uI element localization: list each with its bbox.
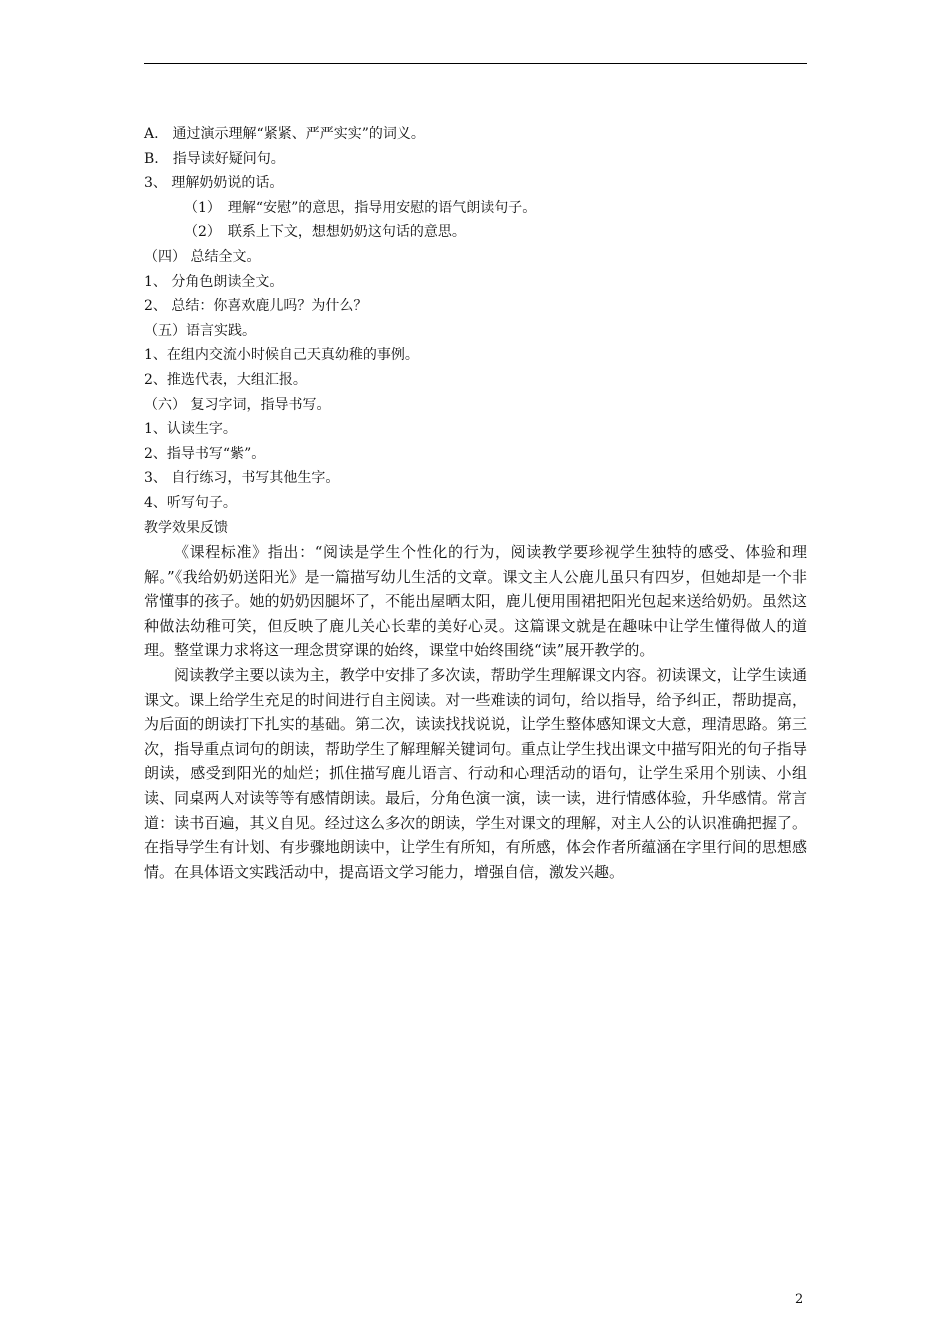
list-item: 1、在组内交流小时候自己天真幼稚的事例。 [144, 347, 419, 364]
page-number: 2 [795, 1292, 804, 1307]
list-item: （2） 联系上下文，想想奶奶这句话的意思。 [184, 224, 466, 241]
list-item: 1、认读生字。 [144, 421, 237, 438]
list-item: B. 指导读好疑问句。 [144, 150, 285, 167]
section-heading: （五）语言实践。 [144, 322, 256, 339]
section-heading: （四） 总结全文。 [144, 248, 261, 265]
list-item: 2、指导书写“紫”。 [144, 445, 266, 462]
body-paragraph: 阅读教学主要以读为主，教学中安排了多次读，帮助学生理解课文内容。初读课文，让学生读通课文。课上给学生充足的时间进行自主阅读。对一些难读的词句，给以指导，给予纠正，帮助提高，为后面的朗读打下扎实的基础。第二次，读读找找说说，让学生整体感知课文大意，理清思路。第三次，指导重点词句的朗读，帮助学生了解理解关键词句。重点让学生找出课文中描写阳光的句子指导朗读，感受到阳光的灿烂；抓住描写鹿儿语言、行动和心理活动的语句，让学生采用个别读、小组读、同桌两人对读等等有感情朗读。最后，分角色演一演，读一读，进行情感体验，升华感情。常言道：读书百遍，其义自见。经过这么多次的朗读，学生对课文的理解，对主人公的认识准确把握了。在指导学生有计划、有步骤地朗读中，让学生有所知，有所感，体会作者所蕴涵在字里行间的思想感情。在具体语文实践活动中，提高语文学习能力，增强自信，激发兴趣。 [144, 666, 807, 881]
list-item: 1、 分角色朗读全文。 [144, 273, 284, 290]
list-item: 2、推选代表，大组汇报。 [144, 371, 307, 388]
list-item: （1） 理解“安慰”的意思，指导用安慰的语气朗读句子。 [184, 199, 537, 216]
list-item: 3、 自行练习，书写其他生字。 [144, 470, 340, 487]
list-item: 2、 总结：你喜欢鹿儿吗？为什么？ [144, 298, 368, 315]
header-rule [144, 63, 807, 64]
body-paragraph: 《课程标准》指出：“阅读是学生个性化的行为，阅读教学要珍视学生独特的感受、体验和理解。”《我给奶奶送阳光》是一篇描写幼儿生活的文章。课文主人公鹿儿虽只有四岁，但她却是一个非常懂事的孩子。她的奶奶因腿坏了，不能出屋晒太阳，鹿儿便用围裙把阳光包起来送给奶奶。虽然这种做法幼稚可笑，但反映了鹿儿关心长辈的美好心灵。这篇课文就是在趣味中让学生懂得做人的道理。整堂课力求将这一理念贯穿课的始终，课堂中始终围绕“读”展开教学的。 [144, 543, 807, 660]
section-heading: 教学效果反馈 [144, 519, 228, 536]
list-item: 3、 理解奶奶说的话。 [144, 175, 284, 192]
list-item: 4、听写句子。 [144, 494, 237, 511]
document-body [144, 122, 807, 884]
section-heading: （六） 复习字词，指导书写。 [144, 396, 331, 413]
list-item: A. 通过演示理解“紧紧、严严实实”的词义。 [144, 126, 425, 142]
